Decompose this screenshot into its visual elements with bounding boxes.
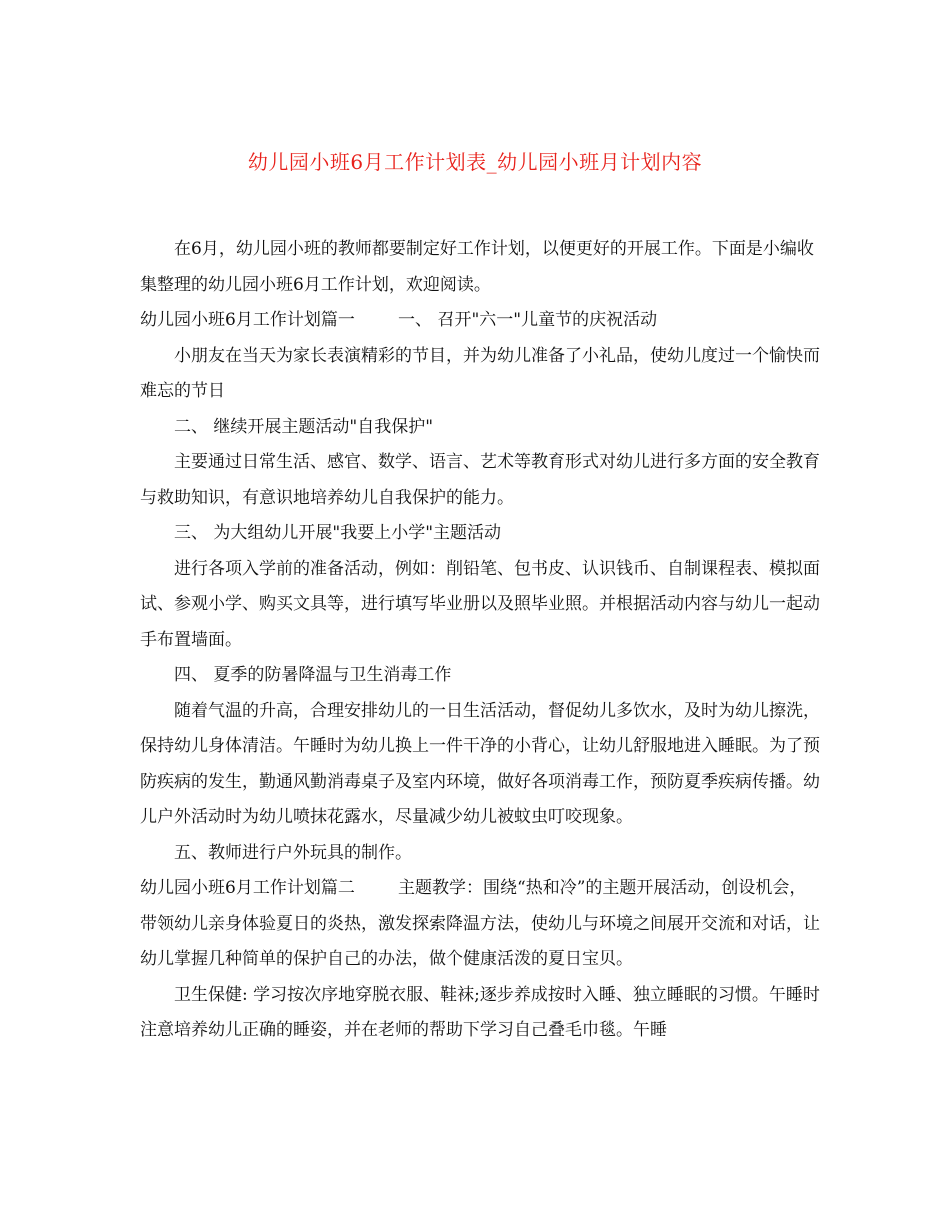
section-heading: 四、 夏季的防暑降温与卫生消毒工作 — [174, 665, 452, 685]
paragraph: 进行各项入学前的准备活动，例如：削铅笔、包书皮、认识钱币、自制课程表、模拟面试、参观小学、购买文具等，进行填写毕业册以及照毕业照。并根据活动内容与幼儿一起动手布置墙面。 — [140, 558, 820, 650]
paragraph: 小朋友在当天为家长表演精彩的节目，并为幼儿准备了小礼品，使幼儿度过一个愉快而难忘的节日 — [140, 345, 820, 401]
paragraph-intro: 在6月，幼儿园小班的教师都要制定好工作计划，以便更好的开展工作。下面是小编收集整理的幼儿园小班6月工作计划，欢迎阅读。 — [140, 239, 814, 295]
paragraph: 卫生保健: 学习按次序地穿脱衣服、鞋袜;逐步养成按时入睡、独立睡眠的习惯。午睡时注意培养幼儿正确的睡姿，并在老师的帮助下学习自己叠毛巾毯。午睡 — [140, 984, 820, 1040]
paragraph-plan-one-heading: 幼儿园小班6月工作计划篇一 一、 召开"六一"儿童节的庆祝活动 — [140, 310, 658, 330]
document-title: 幼儿园小班6月工作计划表_幼儿园小班月计划内容 — [247, 150, 703, 174]
paragraph: 主要通过日常生活、感官、数学、语言、艺术等教育形式对幼儿进行多方面的安全教育与救助知识，有意识地培养幼儿自我保护的能力。 — [140, 452, 820, 508]
paragraph-plan-two: 幼儿园小班6月工作计划篇二 主题教学：围绕“热和冷”的主题开展活动，创设机会，带领幼儿亲身体验夏日的炎热，激发探索降温方法，使幼儿与环境之间展开交流和对话，让幼儿掌握几种简单的保护自己的办法，做个健康活泼的夏日宝贝。 — [140, 878, 820, 969]
document-body — [140, 232, 820, 1049]
paragraph: 随着气温的升高，合理安排幼儿的一日生活活动，督促幼儿多饮水，及时为幼儿擦洗，保持幼儿身体清洁。午睡时为幼儿换上一件干净的小背心，让幼儿舒服地进入睡眠。为了预防疾病的发生，勤通风勤消毒桌子及室内环境，做好各项消毒工作，预防夏季疾病传播。幼儿户外活动时为幼儿喷抹花露水，尽量减少幼儿被蚊虫叮咬现象。 — [140, 700, 820, 827]
section-heading: 二、 继续开展主题活动"自我保护" — [174, 416, 434, 437]
section-heading: 三、 为大组幼儿开展"我要上小学"主题活动 — [174, 523, 502, 543]
section-heading: 五、教师进行户外玩具的制作。 — [174, 842, 412, 863]
